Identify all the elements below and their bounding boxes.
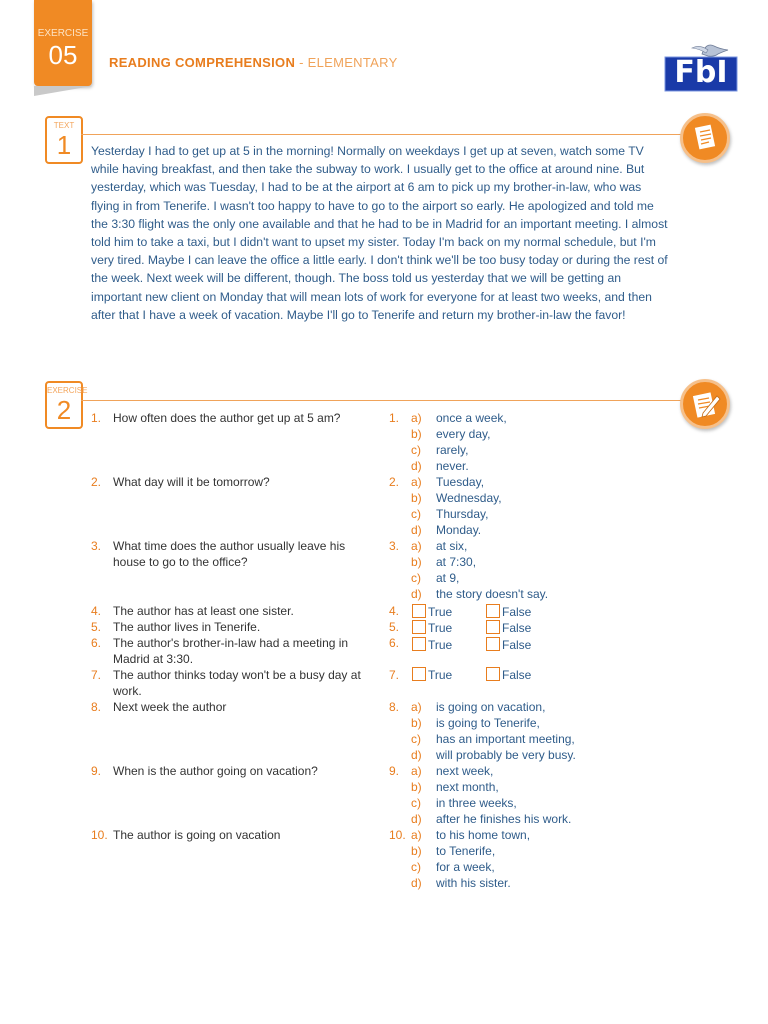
option-letter: d) — [411, 812, 422, 826]
question-number: 2. — [91, 475, 102, 489]
answer-number: 6. — [389, 636, 400, 650]
option-text: in three weeks, — [436, 796, 517, 810]
option-text: after he finishes his work. — [436, 812, 572, 826]
true-label: True — [428, 605, 453, 619]
option-text: every day, — [436, 427, 491, 441]
option-text: never. — [436, 459, 469, 473]
answer-number: 10. — [389, 828, 406, 842]
option-letter: a) — [411, 828, 422, 842]
question-text: How often does the author get up at 5 am? — [113, 411, 341, 425]
false-option[interactable] — [486, 620, 531, 636]
false-label: False — [502, 605, 532, 619]
option-text: Tuesday, — [436, 475, 485, 489]
true-checkbox[interactable] — [412, 604, 426, 618]
option-text: has an important meeting, — [436, 732, 575, 746]
option-text: Monday. — [436, 523, 482, 537]
exercise-section-rule — [81, 400, 686, 401]
question-text: The author thinks today won't be a busy day at work. — [113, 668, 361, 698]
question-number: 9. — [91, 764, 102, 778]
option-letter: a) — [411, 411, 422, 425]
question-text: What day will it be tomorrow? — [113, 475, 270, 489]
reading-paragraph: Yesterday I had to get up at 5 in the morning! Normally on weekdays I get up at seven, watch some TV while having breakfast, and then take the subway to work. I usually get to the office at around nine. But yesterday, which was Tuesday, I had to be at the airport at 6 am to pick up my brother-in-law, who was flying in from Tenerife. I wasn't too happy to have to go to the airport so early. He apologized and told me the 3:30 flight was the only one available and that he had to be in Madrid for an important meeting. I almost told him to take a taxi, but I didn't want to upset my sister. Today I'm back on my normal schedule, but I'm very tired. Maybe I can leave the office a little early. I don't think we'll be too busy today or during the rest of the week. Next week will be different, though. The boss told us yesterday that we will be getting an important new client on Monday that will mean lots of work for everyone for at least two weeks, and then after that I have a week of vacation. Maybe I'll go to Tenerife and return my brother-in-law the favor! — [91, 144, 668, 322]
answer-number: 4. — [389, 604, 400, 618]
true-checkbox[interactable] — [412, 667, 426, 681]
text-section-label: TEXT — [53, 121, 75, 130]
question-number: 8. — [91, 700, 102, 714]
true-option[interactable] — [412, 620, 452, 636]
false-label: False — [502, 668, 532, 682]
true-checkbox[interactable] — [412, 637, 426, 651]
answer-number: 9. — [389, 764, 400, 778]
exercise-section-number: 2 — [56, 395, 72, 425]
false-option[interactable] — [486, 637, 531, 653]
option-text: next week, — [436, 764, 494, 778]
option-letter: a) — [411, 539, 422, 553]
option-letter: b) — [411, 555, 422, 569]
false-checkbox[interactable] — [486, 667, 500, 681]
option-letter: b) — [411, 427, 422, 441]
reading-text — [91, 142, 671, 324]
option-letter: a) — [411, 764, 422, 778]
answer-number: 7. — [389, 668, 400, 682]
option-letter: a) — [411, 700, 422, 714]
option-letter: c) — [411, 443, 421, 457]
option-letter: c) — [411, 571, 421, 585]
pencil-icon-badge — [680, 379, 730, 429]
exercise-tab — [34, 0, 92, 96]
title-strong: READING COMPREHENSION — [109, 55, 296, 70]
option-text: rarely, — [436, 443, 469, 457]
option-text: is going to Tenerife, — [436, 716, 540, 730]
false-checkbox[interactable] — [486, 637, 500, 651]
exercise-tab-label: EXERCISE — [37, 28, 89, 39]
question-text: The author is going on vacation — [113, 828, 281, 842]
question-number: 5. — [91, 620, 102, 634]
option-letter: c) — [411, 732, 421, 746]
question-number: 10. — [91, 828, 108, 842]
answer-number: 3. — [389, 539, 400, 553]
text-section-badge — [45, 116, 83, 164]
option-letter: c) — [411, 796, 421, 810]
question-number: 1. — [91, 411, 102, 425]
option-text: will probably be very busy. — [436, 748, 576, 762]
answer-number: 2. — [389, 475, 400, 489]
false-checkbox[interactable] — [486, 604, 500, 618]
title-level: ELEMENTARY — [307, 55, 398, 70]
exercise-section-badge — [45, 381, 88, 429]
true-label: True — [428, 621, 453, 635]
answer-number: 5. — [389, 620, 400, 634]
false-label: False — [502, 621, 532, 635]
false-option[interactable] — [486, 667, 531, 683]
option-letter: b) — [411, 780, 422, 794]
true-option[interactable] — [412, 637, 452, 653]
question-number: 3. — [91, 539, 102, 553]
true-label: True — [428, 638, 453, 652]
option-text: at 9, — [436, 571, 460, 585]
question-text: What time does the author usually leave his house to go to the office? — [113, 539, 346, 569]
option-text: is going on vacation, — [436, 700, 546, 714]
false-label: False — [502, 638, 532, 652]
option-text: at 7:30, — [436, 555, 477, 569]
question-text: When is the author going on vacation? — [113, 764, 318, 778]
pencil-icon — [683, 382, 727, 426]
option-letter: b) — [411, 844, 422, 858]
exercise-tab-number: 05 — [48, 40, 78, 70]
false-option[interactable] — [486, 604, 531, 620]
option-letter: d) — [411, 523, 422, 537]
question-text: Next week the author — [113, 700, 227, 714]
title-separator: - — [295, 55, 308, 70]
text-section-number: 1 — [56, 130, 72, 160]
question-text: The author's brother-in-law had a meeting in Madrid at 3:30. — [113, 636, 349, 666]
option-letter: d) — [411, 876, 422, 890]
option-text: Thursday, — [436, 507, 489, 521]
question-text: The author lives in Tenerife. — [113, 620, 261, 634]
option-letter: d) — [411, 748, 422, 762]
false-checkbox[interactable] — [486, 620, 500, 634]
logo-text: FbI — [674, 55, 728, 90]
option-text: to his home town, — [436, 828, 531, 842]
page-title — [109, 55, 398, 70]
option-letter: d) — [411, 459, 422, 473]
option-text: next month, — [436, 780, 499, 794]
option-text: for a week, — [436, 860, 495, 874]
fbi-logo — [664, 40, 738, 92]
option-text: at six, — [436, 539, 468, 553]
option-text: to Tenerife, — [436, 844, 496, 858]
question-text: The author has at least one sister. — [113, 604, 294, 618]
question-number: 7. — [91, 668, 102, 682]
option-text: with his sister. — [436, 876, 511, 890]
option-text: the story doesn't say. — [436, 587, 549, 601]
document-icon — [683, 116, 727, 160]
option-text: once a week, — [436, 411, 507, 425]
option-letter: c) — [411, 507, 421, 521]
option-letter: b) — [411, 716, 422, 730]
true-option[interactable] — [412, 604, 452, 620]
option-letter: d) — [411, 587, 422, 601]
text-section-rule — [81, 134, 686, 135]
exercise-tab-fold — [34, 86, 92, 96]
true-label: True — [428, 668, 453, 682]
true-option[interactable] — [412, 667, 452, 683]
option-letter: b) — [411, 491, 422, 505]
option-letter: c) — [411, 860, 421, 874]
exercise-section-label: EXERCISE — [47, 386, 88, 395]
answer-number: 8. — [389, 700, 400, 714]
question-number: 4. — [91, 604, 102, 618]
true-checkbox[interactable] — [412, 620, 426, 634]
option-text: Wednesday, — [436, 491, 502, 505]
option-letter: a) — [411, 475, 422, 489]
answer-number: 1. — [389, 411, 400, 425]
document-icon-badge — [680, 113, 730, 163]
question-number: 6. — [91, 636, 102, 650]
